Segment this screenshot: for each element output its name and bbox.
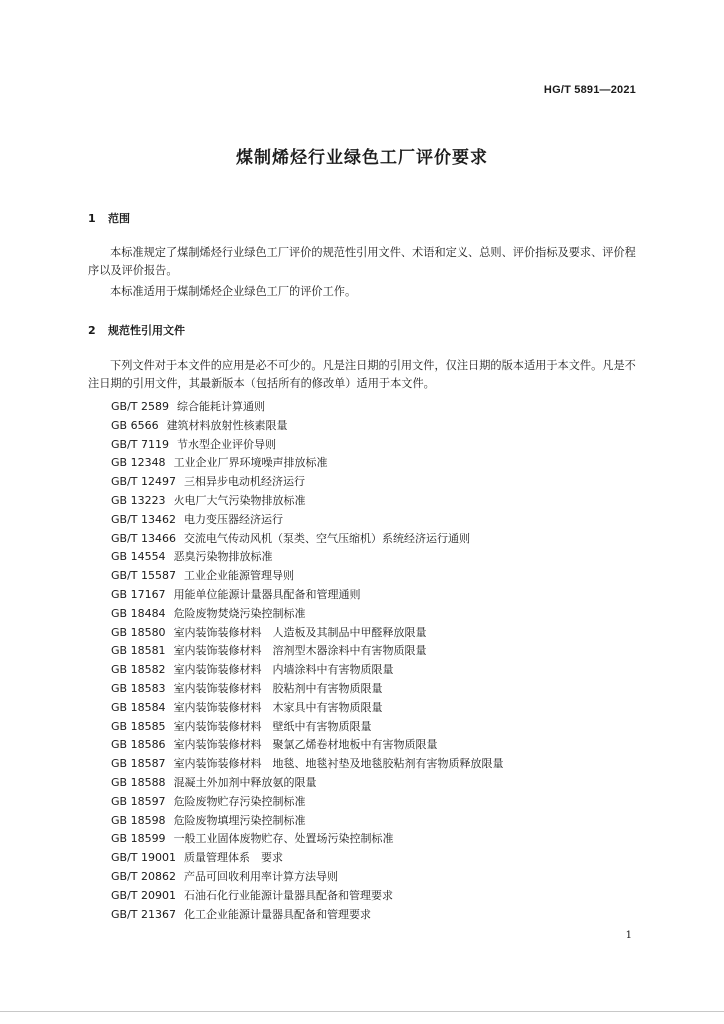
reference-item <box>111 774 504 793</box>
section-title: 范围 <box>108 212 130 225</box>
reference-code: GB/T 13466 <box>111 531 176 545</box>
reference-code: GB 18584 <box>111 700 166 714</box>
reference-item <box>111 887 504 906</box>
reference-item <box>111 906 504 925</box>
section-number: 2 <box>88 324 96 337</box>
reference-list <box>111 398 504 924</box>
reference-item <box>111 849 504 868</box>
reference-code: GB/T 13462 <box>111 512 176 526</box>
reference-code: GB 12348 <box>111 456 166 470</box>
reference-code: GB/T 12497 <box>111 475 176 489</box>
reference-code: GB/T 15587 <box>111 569 176 583</box>
reference-code: GB/T 20862 <box>111 869 176 883</box>
reference-title: 一般工业固体废物贮存、处置场污染控制标准 <box>173 832 394 846</box>
reference-item <box>111 436 504 455</box>
reference-code: GB/T 7119 <box>111 437 169 451</box>
paragraph: 下列文件对于本文件的应用是必不可少的。凡是注日期的引用文件，仅注日期的版本适用于本文件。凡是不注日期的引用文件，其最新版本（包括所有的修改单）适用于本文件。 <box>88 359 636 390</box>
reference-item <box>111 454 504 473</box>
reference-title: 危险废物填埋污染控制标准 <box>173 813 306 827</box>
reference-item <box>111 530 504 549</box>
reference-title: 电力变压器经济运行 <box>184 512 283 526</box>
reference-item <box>111 586 504 605</box>
reference-item <box>111 718 504 737</box>
reference-code: GB 18580 <box>111 625 166 639</box>
reference-item <box>111 868 504 887</box>
reference-title: 室内装饰装修材料 聚氯乙烯卷材地板中有害物质限量 <box>173 738 438 752</box>
reference-title: 质量管理体系 要求 <box>184 851 283 865</box>
page-number: 1 <box>625 930 632 941</box>
reference-title: 室内装饰装修材料 人造板及其制品中甲醛释放限量 <box>173 625 427 639</box>
reference-code: GB 18583 <box>111 681 166 695</box>
reference-item <box>111 642 504 661</box>
reference-item <box>111 398 504 417</box>
reference-title: 室内装饰装修材料 溶剂型木器涂料中有害物质限量 <box>173 644 427 658</box>
reference-item <box>111 624 504 643</box>
reference-title: 火电厂大气污染物排放标准 <box>173 493 306 507</box>
paragraph: 本标准适用于煤制烯烃企业绿色工厂的评价工作。 <box>110 285 357 298</box>
page-bottom-edge <box>0 1011 724 1012</box>
reference-code: GB/T 20901 <box>111 888 176 902</box>
reference-title: 建筑材料放射性核素限量 <box>166 418 288 432</box>
reference-code: GB 18587 <box>111 757 166 771</box>
reference-title: 危险废物贮存污染控制标准 <box>173 794 306 808</box>
reference-title: 用能单位能源计量器具配备和管理通则 <box>173 587 361 601</box>
section-title: 规范性引用文件 <box>108 324 185 337</box>
reference-code: GB 14554 <box>111 550 166 564</box>
reference-item <box>111 830 504 849</box>
reference-code: GB/T 2589 <box>111 400 169 413</box>
reference-title: 室内装饰装修材料 胶粘剂中有害物质限量 <box>173 681 383 695</box>
section-1-heading <box>88 210 130 226</box>
reference-code: GB 18588 <box>111 775 166 789</box>
reference-item <box>111 736 504 755</box>
reference-code: GB/T 21367 <box>111 907 176 921</box>
reference-item <box>111 417 504 436</box>
reference-code: GB 18585 <box>111 719 166 733</box>
reference-title: 工业企业厂界环境噪声排放标准 <box>173 456 328 470</box>
reference-title: 工业企业能源管理导则 <box>184 569 294 583</box>
reference-code: GB 18599 <box>111 832 166 846</box>
reference-code: GB/T 19001 <box>111 851 176 865</box>
reference-code: GB 18582 <box>111 663 166 677</box>
reference-title: 危险废物焚烧污染控制标准 <box>173 606 306 620</box>
reference-code: GB 18581 <box>111 644 166 658</box>
reference-title: 三相异步电动机经济运行 <box>184 475 305 489</box>
reference-item <box>111 793 504 812</box>
reference-item <box>111 605 504 624</box>
reference-code: GB 18597 <box>111 794 166 808</box>
reference-item <box>111 511 504 530</box>
reference-title: 综合能耗计算通则 <box>177 400 265 413</box>
reference-code: GB 18484 <box>111 606 166 620</box>
reference-title: 交流电气传动风机（泵类、空气压缩机）系统经济运行通则 <box>184 531 470 545</box>
reference-title: 室内装饰装修材料 壁纸中有害物质限量 <box>173 719 372 733</box>
reference-title: 恶臭污染物排放标准 <box>173 550 273 564</box>
document-title: 煤制烯烃行业绿色工厂评价要求 <box>236 148 488 168</box>
reference-item <box>111 567 504 586</box>
reference-item <box>111 661 504 680</box>
reference-code: GB 18586 <box>111 738 166 752</box>
reference-code: GB 13223 <box>111 493 166 507</box>
reference-title: 室内装饰装修材料 木家具中有害物质限量 <box>173 700 383 714</box>
reference-title: 混凝土外加剂中释放氨的限量 <box>173 775 317 789</box>
reference-code: GB 6566 <box>111 418 159 432</box>
section-number: 1 <box>88 212 96 225</box>
reference-code: GB 17167 <box>111 587 166 601</box>
reference-title: 石油石化行业能源计量器具配备和管理要求 <box>184 888 393 902</box>
reference-code: GB 18598 <box>111 813 166 827</box>
reference-title: 室内装饰装修材料 内墙涂料中有害物质限量 <box>173 663 394 677</box>
reference-title: 节水型企业评价导则 <box>177 437 276 451</box>
reference-item <box>111 473 504 492</box>
reference-item <box>111 812 504 831</box>
reference-item <box>111 755 504 774</box>
standard-code: HG/T 5891—2021 <box>543 84 636 96</box>
reference-title: 室内装饰装修材料 地毯、地毯衬垫及地毯胶粘剂有害物质释放限量 <box>173 757 504 771</box>
section-2-heading <box>88 322 185 338</box>
reference-item <box>111 492 504 511</box>
reference-item <box>111 699 504 718</box>
reference-title: 产品可回收利用率计算方法导则 <box>184 869 338 883</box>
paragraph: 本标准规定了煤制烯烃行业绿色工厂评价的规范性引用文件、术语和定义、总则、评价指标及要求、评价程序以及评价报告。 <box>88 246 636 277</box>
reference-title: 化工企业能源计量器具配备和管理要求 <box>184 907 371 921</box>
reference-item <box>111 680 504 699</box>
reference-item <box>111 548 504 567</box>
